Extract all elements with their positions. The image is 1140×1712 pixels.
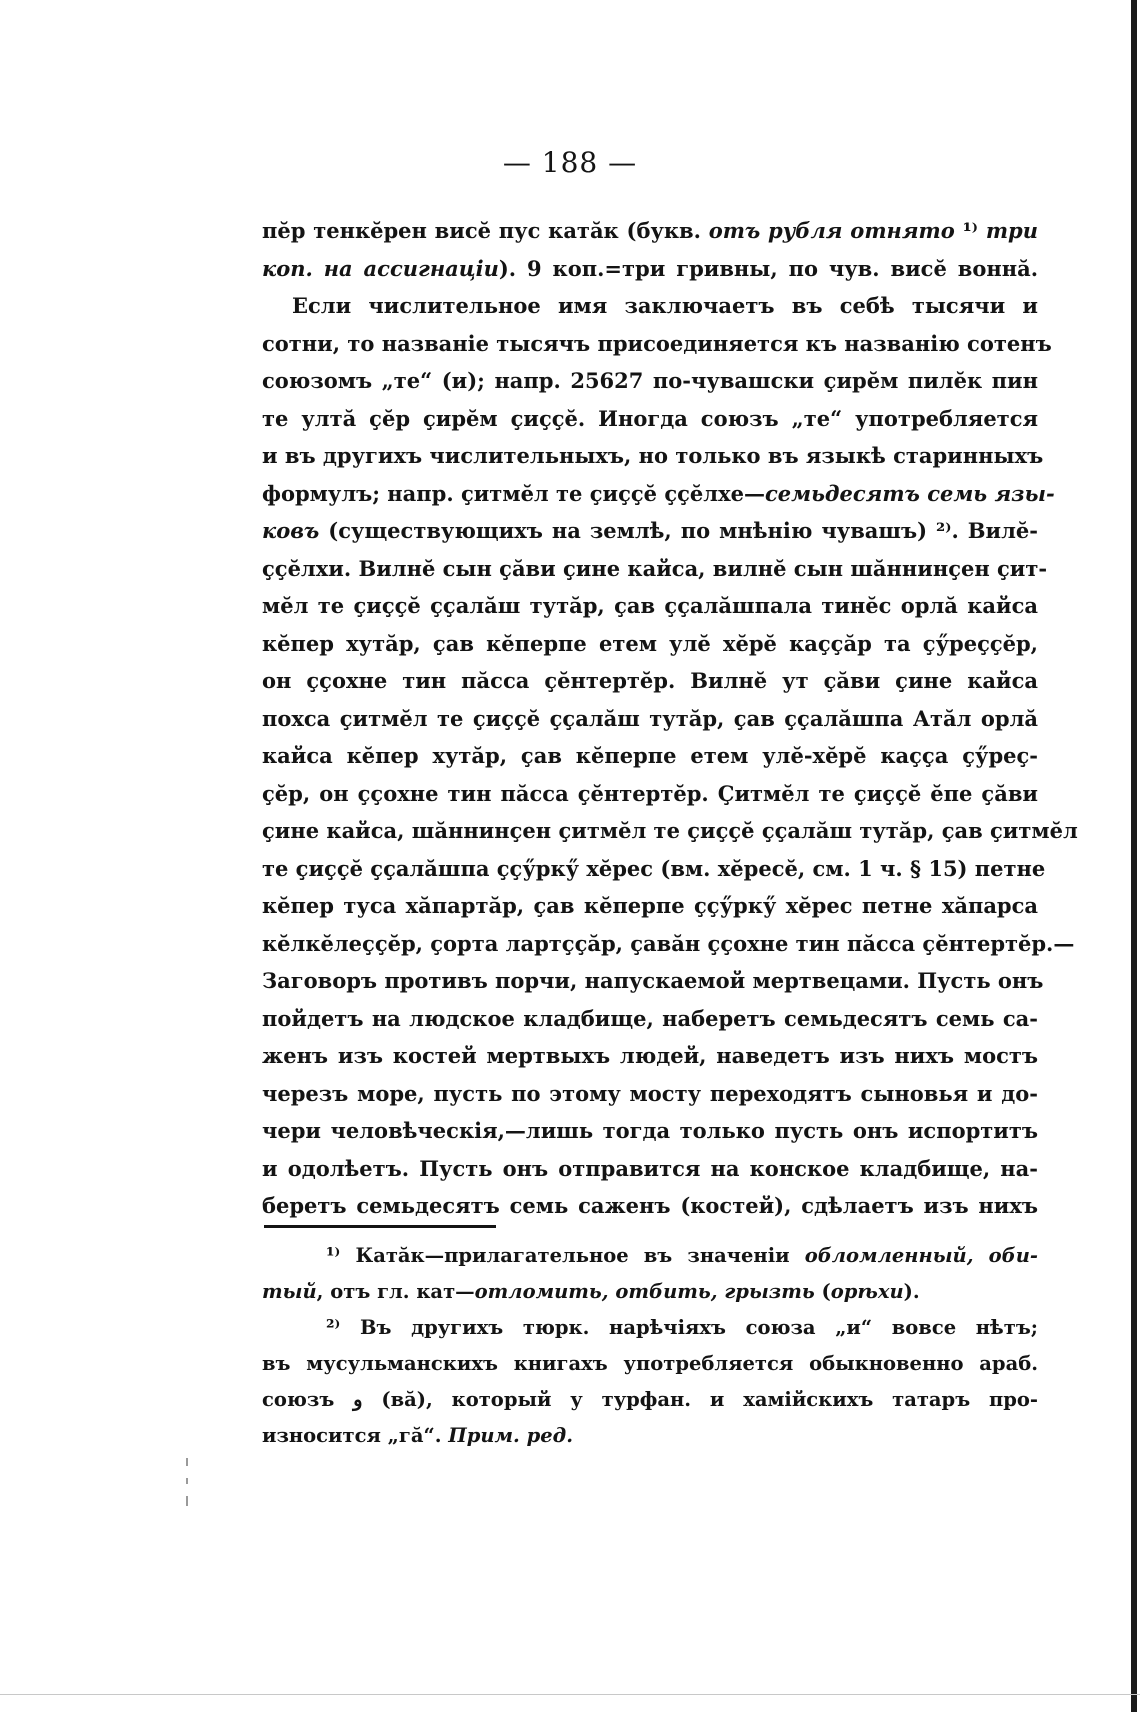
margin-speck bbox=[186, 1458, 188, 1466]
page-edge-right bbox=[1131, 0, 1137, 1712]
text-run: чери человѣческія,—лишь тогда только пусть онъ испортитъ bbox=[262, 1118, 1038, 1143]
text-run: износится „гă“. bbox=[262, 1424, 449, 1447]
main-text bbox=[262, 212, 1078, 1225]
text-run: ¹⁾ bbox=[954, 218, 986, 243]
page-edge-bottom bbox=[0, 1694, 1140, 1695]
text-line bbox=[262, 887, 1038, 925]
footnote-line bbox=[262, 1274, 1038, 1310]
text-run: кайса кĕпер хутăр, çав кĕперпе етем улĕ-хĕрĕ каçça çӳреç- bbox=[262, 743, 1038, 768]
italic-text: коп. на ассигнаціи bbox=[262, 255, 499, 281]
text-line bbox=[262, 1037, 1038, 1075]
text-run: похса çитмĕл те çиççĕ ççалăш тутăр, çав ççалăшпа Атăл орлӑ bbox=[262, 705, 1038, 731]
italic-text: обломленный, оби- bbox=[804, 1244, 1038, 1267]
italic-text: тый bbox=[262, 1280, 317, 1303]
text-line bbox=[262, 250, 1038, 288]
text-line bbox=[262, 400, 1038, 438]
text-run: те ултă çĕр çирĕм çиççĕ. Иногда союзъ „те“ употребляется bbox=[262, 405, 1038, 431]
text-run: мĕл те çиççĕ ççалăш тутăр, çав ççалăшпала тинĕс орлӑ кайса bbox=[262, 593, 1038, 618]
text-run: Если числительное имя заключаетъ въ себѣ тысячи и bbox=[292, 293, 1038, 318]
text-run: ). 9 коп.=три гривны, по чув. висĕ воннӑ. bbox=[498, 255, 1038, 281]
text-run: он ççохне тин пăсса çĕнтертĕр. Вилнĕ ут çăви çине кайса bbox=[262, 668, 1039, 693]
text-line bbox=[262, 475, 1055, 513]
text-run: , отъ гл. кат— bbox=[316, 1280, 475, 1303]
italic-text: Прим. ред. bbox=[448, 1424, 574, 1447]
text-run: кĕпер хутăр, çав кĕперпе етем улĕ хĕрĕ каççăр та çӳреççĕр, bbox=[262, 630, 1038, 656]
footnote-line bbox=[262, 1382, 1038, 1418]
italic-text: орѣхи bbox=[830, 1280, 904, 1303]
text-run: союзомъ „те“ (и); напр. 25627 по-чувашски çирĕм пилĕк пин bbox=[262, 368, 1038, 393]
text-line bbox=[262, 587, 1038, 625]
italic-text: семьдесятъ семь язы- bbox=[764, 480, 1055, 506]
text-run: çине кайса, шăннинçен çитмĕл те çиççĕ ççалăш тутăр, çав çитмĕл bbox=[262, 818, 1078, 843]
text-line bbox=[262, 1112, 1038, 1150]
text-run: пойдетъ на людское кладбище, наберетъ семьдесятъ семь са- bbox=[262, 1005, 1038, 1031]
text-line bbox=[262, 662, 1038, 700]
footnote-line bbox=[262, 1310, 1038, 1346]
text-line bbox=[262, 625, 1038, 663]
footnote-line bbox=[262, 1418, 1038, 1454]
text-line bbox=[262, 287, 1038, 325]
page-number: — 188 — bbox=[502, 146, 638, 179]
text-run: и въ другихъ числительныхъ, но только въ языкѣ старинныхъ bbox=[262, 443, 1044, 468]
text-run: ). bbox=[903, 1280, 920, 1303]
text-run: те çиççĕ ççалăшпа ççӳркӳ хĕрес (вм. хĕресĕ, см. 1 ч. § 15) петне bbox=[262, 855, 1046, 881]
text-line bbox=[262, 212, 1038, 250]
text-run: ( bbox=[814, 1280, 831, 1303]
margin-speck bbox=[186, 1478, 188, 1484]
text-run: ²⁾ Въ другихъ тюрк. нарѣчіяхъ союза „и“ вовсе нѣтъ; bbox=[326, 1316, 1038, 1339]
text-run: кĕлкĕлеççĕр, çорта лартççăр, çавăн ççохне тин пăсса çĕнтертĕр.— bbox=[262, 930, 1075, 956]
text-line bbox=[262, 925, 1075, 963]
footnotes bbox=[262, 1238, 1038, 1454]
text-run: черезъ море, пусть по этому мосту переходятъ сыновья и до- bbox=[262, 1080, 1038, 1106]
text-run: женъ изъ костей мертвыхъ людей, наведетъ изъ нихъ мостъ bbox=[262, 1043, 1038, 1068]
text-run: беретъ семьдесятъ семь саженъ (костей), сдѣлаетъ изъ нихъ bbox=[262, 1193, 1038, 1218]
text-line bbox=[262, 512, 1038, 550]
text-line bbox=[262, 1150, 1038, 1188]
footnote-line bbox=[262, 1346, 1038, 1382]
text-run: Заговоръ противъ порчи, напускаемой мертвецами. Пусть онъ bbox=[262, 968, 1044, 993]
text-line bbox=[262, 737, 1038, 775]
text-run: пĕр тенкĕрен висĕ пус катăк (букв. bbox=[262, 218, 709, 243]
margin-speck bbox=[186, 1496, 188, 1506]
text-run: çĕр, он ççохне тин пăсса çĕнтертĕр. Çитмĕл те çиççĕ ĕпе çăви bbox=[262, 780, 1038, 806]
footnote-rule bbox=[264, 1225, 496, 1228]
italic-text: три bbox=[985, 218, 1038, 243]
text-run: формулъ; напр. çитмĕл те çиççĕ ççĕлхе— bbox=[262, 480, 765, 506]
text-run: ççĕлхи. Вилнĕ сын çăви çине кайса, вилнĕ сын шăннинçен çит- bbox=[262, 555, 1048, 581]
text-run: кĕпер туса хăпартăр, çав кĕперпе ççӳркӳ хĕрес петне хăпарса bbox=[262, 893, 1038, 918]
text-run: союзъ و (вă), который у турфан. и хамійскихъ татаръ про- bbox=[262, 1388, 1038, 1411]
text-run: сотни, то названіе тысячъ присоединяется къ названію сотенъ bbox=[262, 330, 1052, 356]
italic-text: отломить, отбить, грызть bbox=[474, 1280, 815, 1303]
text-run: ¹⁾ Катăк—прилагательное въ значеніи bbox=[326, 1244, 805, 1267]
italic-text: ковъ bbox=[262, 518, 320, 543]
text-run: и одолѣетъ. Пусть онъ отправится на конское кладбище, на- bbox=[262, 1155, 1038, 1181]
text-line bbox=[262, 850, 1046, 888]
text-line bbox=[262, 1075, 1038, 1113]
text-line bbox=[262, 550, 1048, 588]
text-line bbox=[262, 962, 1044, 1000]
text-line bbox=[262, 775, 1038, 813]
text-line bbox=[262, 1000, 1038, 1038]
italic-text: отъ рубля отнято bbox=[708, 218, 955, 243]
text-run: (существующихъ на землѣ, по мнѣнію чувашъ) ²⁾. Вилĕ- bbox=[319, 518, 1038, 543]
footnote-line bbox=[262, 1238, 1038, 1274]
text-line bbox=[262, 437, 1044, 475]
text-line bbox=[262, 812, 1078, 850]
text-line bbox=[262, 1187, 1038, 1225]
text-line bbox=[262, 700, 1038, 738]
text-run: въ мусульманскихъ книгахъ употребляется обыкновенно араб. bbox=[262, 1352, 1038, 1375]
text-line bbox=[262, 362, 1038, 400]
text-line bbox=[262, 325, 1052, 363]
